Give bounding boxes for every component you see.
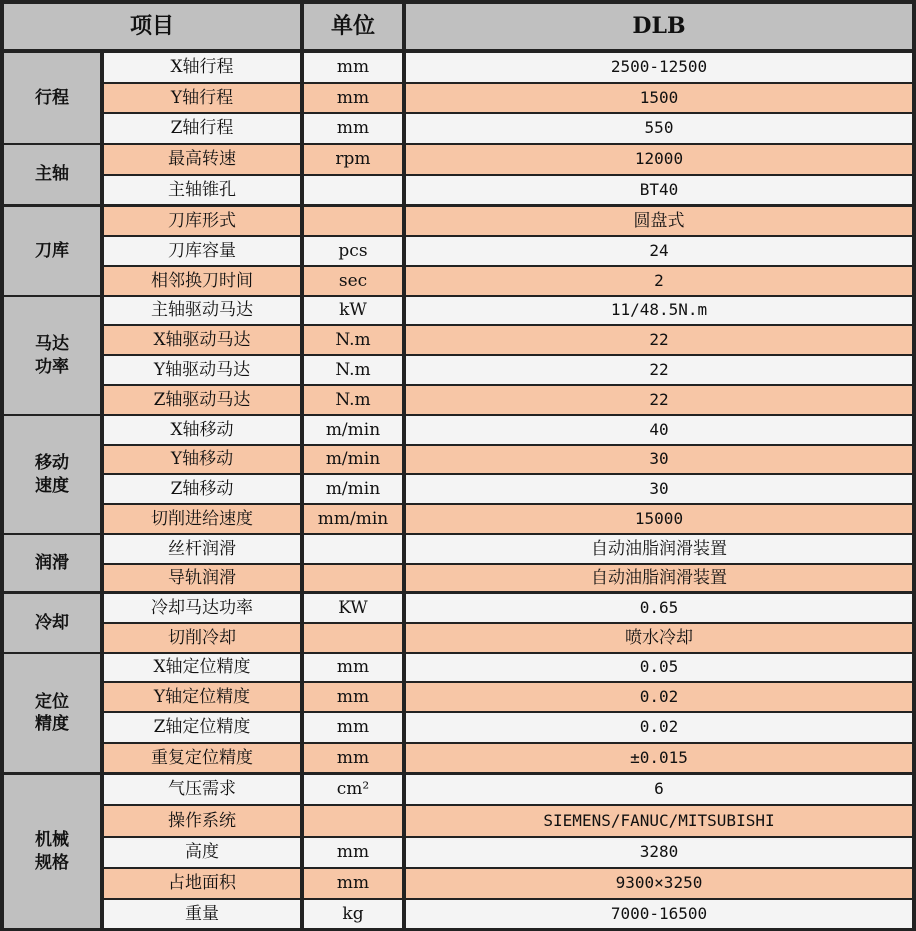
value-cell: 0.02 [406,713,912,742]
value-cell: 9300×3250 [406,869,912,898]
item-cell: Z轴移动 [104,475,300,503]
header-unit: 单位 [304,4,402,49]
unit-cell: mm [304,838,402,867]
item-cell: 丝杆润滑 [104,535,300,563]
category-cell: 冷却 [4,594,100,652]
value-cell: 2 [406,267,912,295]
value-cell: 1500 [406,84,912,112]
unit-cell: mm [304,53,402,82]
item-cell: 主轴驱动马达 [104,297,300,324]
unit-cell: mm [304,654,402,681]
category-cell: 主轴 [4,145,100,204]
value-cell: BT40 [406,176,912,204]
category-cell: 定位 精度 [4,654,100,772]
unit-cell: mm [304,114,402,143]
item-cell: 高度 [104,838,300,867]
value-cell: 6 [406,775,912,804]
value-cell: ±0.015 [406,744,912,772]
item-cell: X轴驱动马达 [104,326,300,354]
unit-cell: KW [304,594,402,622]
unit-cell: cm² [304,775,402,804]
item-cell: 重量 [104,900,300,928]
category-cell: 刀库 [4,207,100,295]
unit-cell: m/min [304,446,402,473]
value-cell: 喷水冷却 [406,624,912,652]
unit-cell [304,207,402,235]
value-cell: 0.02 [406,683,912,711]
value-cell: 12000 [406,145,912,174]
unit-cell [304,806,402,836]
value-cell: 40 [406,416,912,444]
value-cell: 11/48.5N.m [406,297,912,324]
value-cell: 15000 [406,505,912,533]
category-cell: 马达 功率 [4,297,100,414]
value-cell: 22 [406,326,912,354]
value-cell: 自动油脂润滑装置 [406,565,912,591]
header-item: 项目 [4,4,300,49]
value-cell: SIEMENS/FANUC/MITSUBISHI [406,806,912,836]
value-cell: 0.05 [406,654,912,681]
unit-cell: m/min [304,416,402,444]
unit-cell: mm [304,84,402,112]
unit-cell: N.m [304,356,402,384]
value-cell: 3280 [406,838,912,867]
unit-cell: rpm [304,145,402,174]
category-cell: 移动 速度 [4,416,100,533]
item-cell: 气压需求 [104,775,300,804]
item-cell: Y轴移动 [104,446,300,473]
item-cell: 相邻换刀时间 [104,267,300,295]
value-cell: 2500-12500 [406,53,912,82]
unit-cell: N.m [304,386,402,414]
unit-cell [304,176,402,204]
unit-cell: mm [304,713,402,742]
value-cell: 30 [406,475,912,503]
item-cell: 切削冷却 [104,624,300,652]
value-cell: 22 [406,356,912,384]
unit-cell [304,624,402,652]
item-cell: X轴行程 [104,53,300,82]
item-cell: Z轴定位精度 [104,713,300,742]
item-cell: 导轨润滑 [104,565,300,591]
unit-cell: m/min [304,475,402,503]
item-cell: 刀库容量 [104,237,300,265]
item-cell: Y轴驱动马达 [104,356,300,384]
value-cell: 24 [406,237,912,265]
category-cell: 机械 规格 [4,775,100,928]
item-cell: Z轴驱动马达 [104,386,300,414]
unit-cell: mm/min [304,505,402,533]
value-cell: 圆盘式 [406,207,912,235]
item-cell: Z轴行程 [104,114,300,143]
unit-cell: mm [304,869,402,898]
unit-cell [304,535,402,563]
item-cell: 切削进给速度 [104,505,300,533]
unit-cell: mm [304,744,402,772]
unit-cell: kg [304,900,402,928]
item-cell: 操作系统 [104,806,300,836]
value-cell: 550 [406,114,912,143]
item-cell: 冷却马达功率 [104,594,300,622]
unit-cell: pcs [304,237,402,265]
value-cell: 22 [406,386,912,414]
item-cell: X轴定位精度 [104,654,300,681]
unit-cell: kW [304,297,402,324]
item-cell: 占地面积 [104,869,300,898]
value-cell: 0.65 [406,594,912,622]
item-cell: Y轴定位精度 [104,683,300,711]
unit-cell [304,565,402,591]
item-cell: X轴移动 [104,416,300,444]
unit-cell: mm [304,683,402,711]
unit-cell: N.m [304,326,402,354]
value-cell: 7000-16500 [406,900,912,928]
header-model: DLB [406,4,912,49]
value-cell: 自动油脂润滑装置 [406,535,912,563]
item-cell: 重复定位精度 [104,744,300,772]
item-cell: 主轴锥孔 [104,176,300,204]
category-cell: 润滑 [4,535,100,591]
category-cell: 行程 [4,53,100,143]
value-cell: 30 [406,446,912,473]
item-cell: 刀库形式 [104,207,300,235]
unit-cell: sec [304,267,402,295]
item-cell: Y轴行程 [104,84,300,112]
item-cell: 最高转速 [104,145,300,174]
